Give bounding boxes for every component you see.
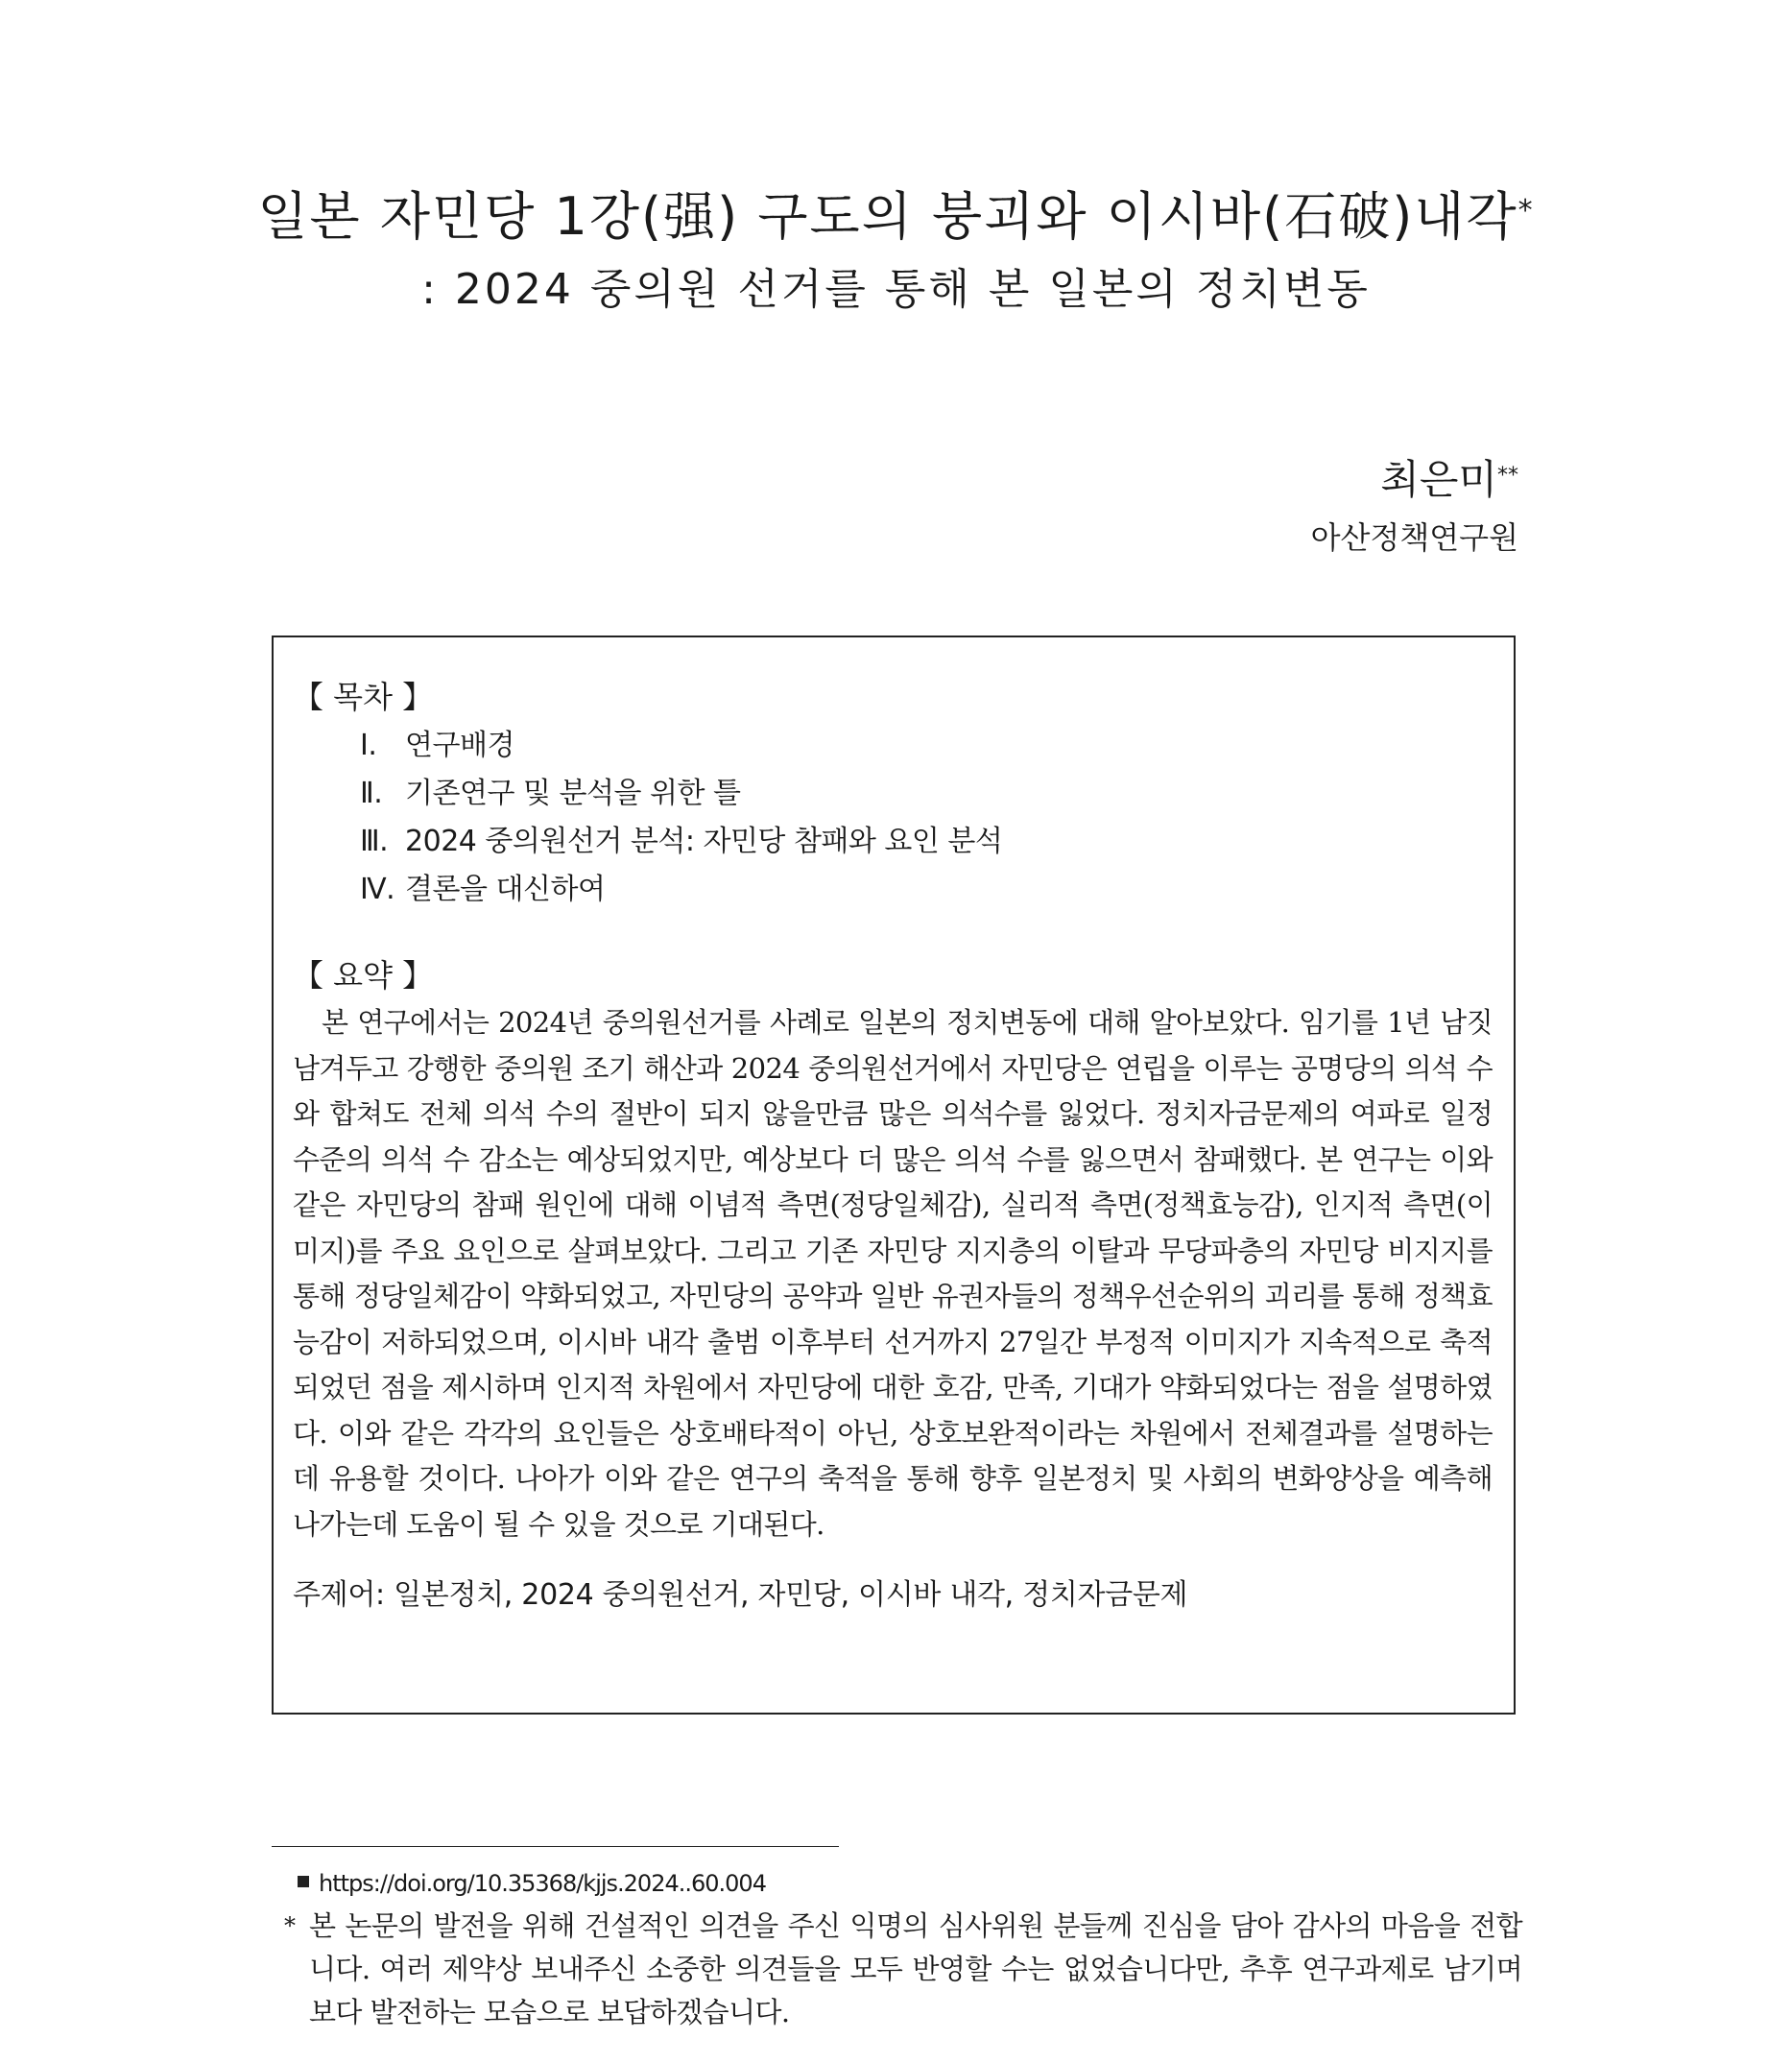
abstract-box — [272, 636, 1516, 1715]
author-block — [1311, 449, 1518, 564]
toc-item-label: 결론을 대신하여 — [405, 873, 606, 906]
author-footnote-mark: ** — [1497, 464, 1518, 488]
toc-item — [360, 770, 1493, 818]
toc-heading: 【 목차 】 — [293, 679, 434, 715]
author-affiliation: 아산정책연구원 — [1310, 519, 1518, 556]
paper-title — [0, 179, 1792, 255]
toc-item — [360, 866, 1493, 914]
footnote-text: 본 논문의 발전을 위해 건설적인 의견을 주신 익명의 심사위원 분들께 진심을 담아 감사의 마음을 전합니다. 여러 제약상 보내주신 소중한 의견들을 모두 반영할 수는 없었습니다만, 추후 연구과제로 남기며 보다 발전하는 모습으로 보답하겠습니다. — [309, 1909, 1522, 2028]
toc-item — [360, 818, 1493, 866]
author-name — [1311, 449, 1518, 511]
title-footnote-mark: * — [1517, 194, 1535, 228]
footnotes — [284, 1862, 1522, 2034]
toc-list — [293, 722, 1493, 914]
footnote-mark: * — [284, 1912, 296, 1939]
section-spacer — [293, 1547, 1493, 1572]
toc-item-number: Ⅲ. — [360, 825, 389, 858]
paper-subtitle: : 2024 중의원 선거를 통해 본 일본의 정치변동 — [421, 265, 1371, 314]
section-spacer — [293, 914, 1493, 950]
keywords: 주제어: 일본정치, 2024 중의원선거, 자민당, 이시바 내각, 정치자금문제 — [293, 1578, 1188, 1612]
title-block — [0, 179, 1792, 324]
acknowledgement-footnote — [284, 1905, 1522, 2034]
toc-item — [360, 722, 1493, 770]
toc-item-label: 2024 중의원선거 분석: 자민당 참패와 요인 분석 — [405, 825, 1003, 858]
toc-item-number: Ⅳ. — [360, 873, 395, 906]
toc-item-label: 연구배경 — [405, 729, 514, 762]
toc-item-number: Ⅰ. — [360, 729, 377, 762]
square-bullet-icon — [298, 1876, 309, 1887]
author-name-text: 최은미 — [1380, 456, 1497, 503]
doi-link[interactable]: https://doi.org/10.35368/kjjs.2024..60.004 — [319, 1870, 766, 1897]
abstract-text: 본 연구에서는 2024년 중의원선거를 사례로 일본의 정치변동에 대해 알아보았다. 임기를 1년 남짓 남겨두고 강행한 중의원 조기 해산과 2024 중의원선거에서 자민당은 연립을 이루는 공명당의 의석 수와 합쳐도 전체 의석 수의 절반이 되지 않을만큼 많은 의석수를 잃었다. 정치자금문제의 여파로 일정 수준의 의석 수 감소는 예상되었지만, 예상보다 더 많은 의석 수를 잃으면서 참패했다. 본 연구는 이와 같은 자민당의 참패 원인에 대해 이념적 측면(정당일체감), 실리적 측면(정책효능감), 인지적 측면(이미지)를 주요 요인으로 살펴보았다. 그리고 기존 자민당 지지층의 이탈과 무당파층의 자민당 비지지를 통해 정당일체감이 약화되었고, 자민당의 공약과 일반 유권자들의 정책우선순위의 괴리를 통해 정책효능감이 저하되었으며, 이시바 내각 출범 이후부터 선거까지 27일간 부정적 이미지가 지속적으로 축적되었던 점을 제시하며 인지적 차원에서 자민당에 대한 호감, 만족, 기대가 약화되었다는 점을 설명하였다. 이와 같은 각각의 요인들은 상호배타적이 아닌, 상호보완적이라는 차원에서 전체결과를 설명하는데 유용할 것이다. 나아가 이와 같은 연구의 축적을 통해 향후 일본정치 및 사회의 변화양상을 예측해 나가는데 도움이 될 수 있을 것으로 기대된다. — [293, 1006, 1493, 1541]
doi-line — [284, 1862, 1522, 1905]
footnote-divider — [272, 1846, 839, 1847]
abstract-heading: 【 요약 】 — [293, 957, 434, 994]
toc-item-label: 기존연구 및 분석을 위한 틀 — [405, 777, 741, 810]
paper-title-text: 일본 자민당 1강(强) 구도의 붕괴와 이시바(石破)내각 — [257, 186, 1518, 247]
toc-item-number: Ⅱ. — [360, 777, 383, 810]
